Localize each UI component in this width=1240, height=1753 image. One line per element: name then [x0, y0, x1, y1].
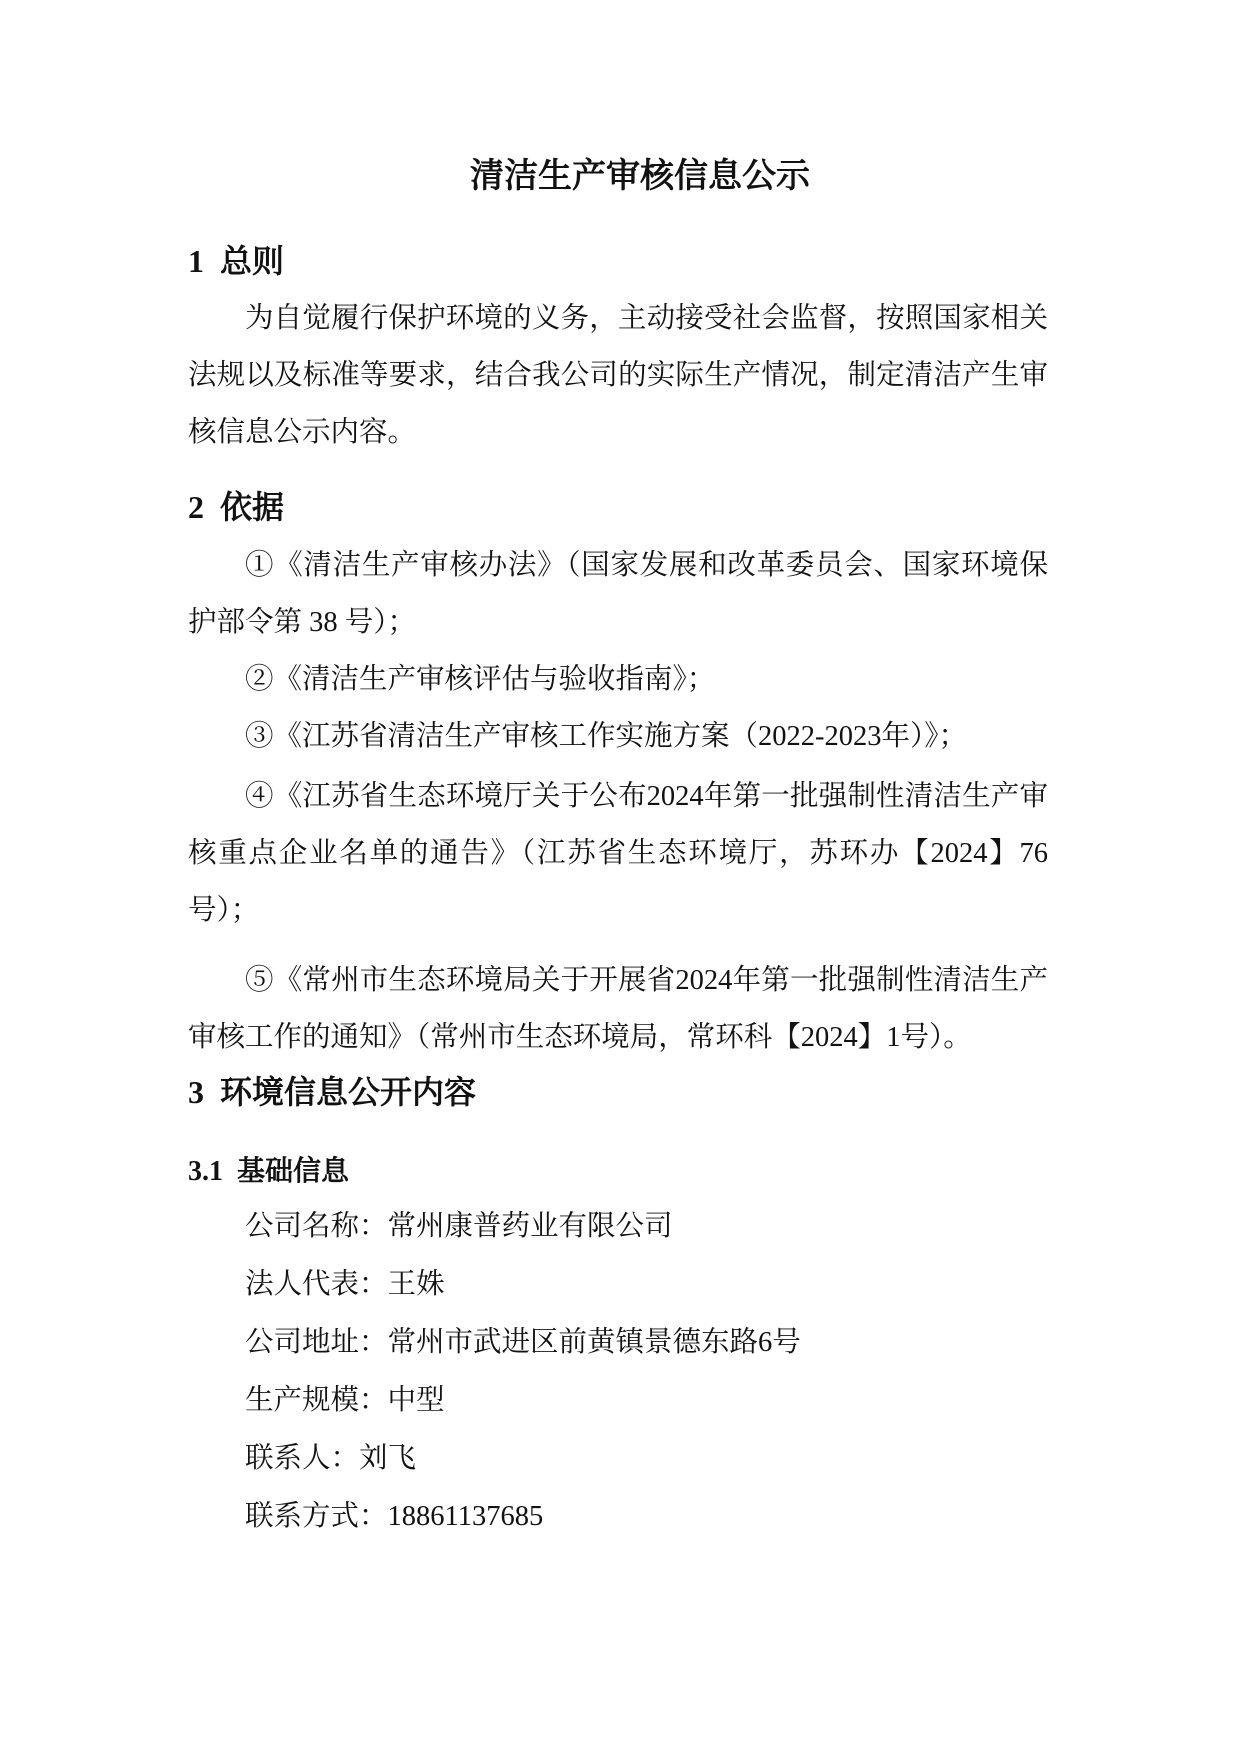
field-value: 中型: [387, 1385, 445, 1416]
basic-info-fields: [188, 1198, 1048, 1546]
reference-item-2: ②《清洁生产审核评估与验收指南》；: [245, 664, 716, 695]
field-label: 生产规模：: [245, 1385, 388, 1416]
section-heading-disclosure: 3 环境信息公开内容: [188, 1074, 477, 1110]
field-label: 联系人：: [245, 1443, 360, 1474]
section-heading-basis: 2 依据: [188, 489, 285, 525]
field-value: 常州康普药业有限公司: [387, 1211, 673, 1242]
reference-item-4: ④《江苏省生态环境厅关于公布2024年第一批强制性清洁生产审核重点企业名单的通告》（江苏省生态环境厅，苏环办【2024】76 号）；: [188, 781, 1048, 926]
reference-item-3: ③《江苏省清洁生产审核工作实施方案（2022-2023年）》；: [245, 721, 967, 752]
field-contact-phone: [188, 1488, 1048, 1546]
document-title: 清洁生产审核信息公示: [470, 158, 810, 195]
reference-item-1: ①《清洁生产审核办法》（国家发展和改革委员会、国家环境保护部令第 38 号）；: [188, 550, 1048, 638]
section-heading-general: 1 总则: [188, 243, 285, 279]
subsection-heading-basic-info: 3.1 基础信息: [188, 1156, 350, 1187]
field-label: 联系方式：: [245, 1501, 388, 1532]
field-label: 法人代表：: [245, 1269, 388, 1300]
field-value: 王姝: [387, 1269, 445, 1300]
field-contact-person: [188, 1430, 1048, 1488]
field-production-scale: [188, 1372, 1048, 1430]
field-value: 刘飞: [359, 1443, 417, 1474]
reference-item-5: ⑤《常州市生态环境局关于开展省2024年第一批强制性清洁生产审核工作的通知》（常州市生态环境局，常环科【2024】1号）。: [188, 965, 1048, 1053]
field-value: 18861137685: [387, 1501, 544, 1532]
field-label: 公司名称：: [245, 1211, 388, 1242]
field-company-address: [188, 1314, 1048, 1372]
field-legal-representative: [188, 1256, 1048, 1314]
general-paragraph: 为自觉履行保护环境的义务，主动接受社会监督，按照国家相关法规以及标准等要求，结合我公司的实际生产情况，制定清洁产生审核信息公示内容。: [188, 303, 1048, 448]
field-label: 公司地址：: [245, 1327, 388, 1358]
field-value: 常州市武进区前黄镇景德东路6号: [387, 1327, 801, 1358]
field-company-name: [188, 1198, 1048, 1256]
